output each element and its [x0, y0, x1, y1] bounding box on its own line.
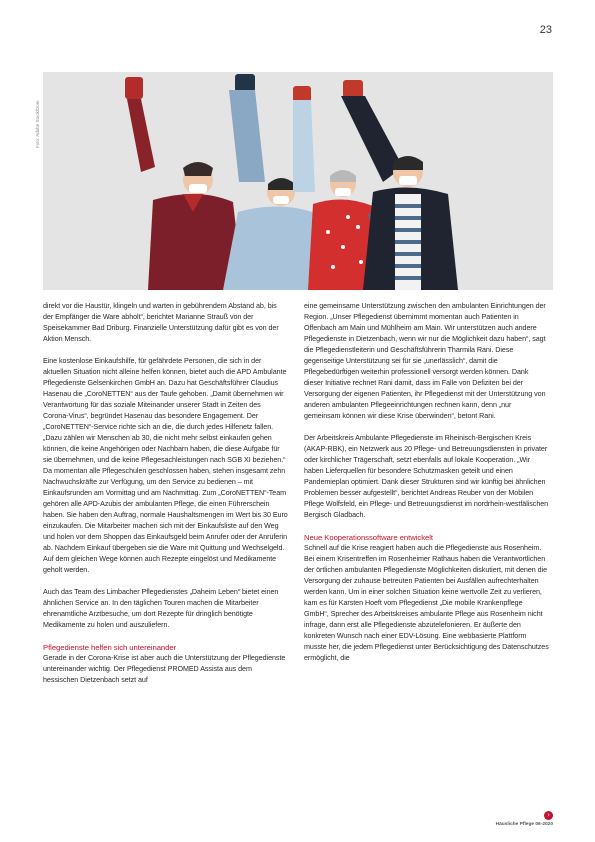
paragraph: Gerade in der Corona-Krise ist aber auch die Unterstützung der Pflegedienste untereinander wichtig. Der Pflegedienst PROMED Assista aus dem hessischen Dietzenbach setzt auf	[43, 654, 286, 685]
footer-publication: Häusliche Pflege 06-2020	[495, 822, 553, 827]
paragraph: direkt vor die Haustür, klingeln und warten in gebührendem Abstand ab, bis der Empfänger die Ware abholt“, berichtet Marianne Strauß von der Speisekammer Bad Driburg. Finanzielle Unterstützung dafür gibt es von der Aktion Mensch.	[43, 302, 279, 344]
left-column	[43, 301, 288, 697]
section-heading: Pflegedienste helfen sich untereinander	[43, 643, 177, 653]
photo-credit: Foto: Adobe Stock/Dom	[35, 100, 40, 148]
section-heading: Neue Kooperationssoftware entwickelt	[304, 533, 433, 543]
person-lightblue-figure	[293, 86, 315, 192]
paragraph: Eine kostenlose Einkaufshilfe, für gefährdete Personen, die sich in der aktuellen Situation nicht alleine helfen können, bietet auch die APD Ambulante Pflegedienste Gelsenkirchen GmbH an. Dazu hat Geschäftsführer Claudius Hasenau die „CoroNETTEN“ aus der Taufe gehoben. „Damit übernehmen wir Verantwortung für das soziale Miteinander unserer Stadt in Zeiten des Corona-Virus“, begründet Hasenau das besondere Engagement. Der „CoroNETTEN“-Service richte sich an die, die durch jedes Hilfenetz fallen. „Dazu zählen wir Menschen ab 30, die nicht mehr selbst einkaufen gehen können, die keine Angehörigen oder Nachbarn haben, die diese Aufgabe für sie übernehmen, und die keine Pflegesachleistungen nach SGB XI beziehen.“ Da momentan alle Pflegeschulen geschlossen haben, stehen insgesamt zehn Nachwuchskräfte zur Verfügung, um den Service zu bedienen – mit Einkaufsrunden am Vormittag und am Nachmittag. Zum „CoroNETTEN“-Team gehören alle APD-Azubis der ambulanten Pflege, die einen Führerschein haben. Sie haben den Auftrag, normale Haushaltsmengen im Wert bis 30 Euro einzukaufen. Die Mitarbeiter machen sich mit der Einkaufsliste auf den Weg und holen vor dem Shoppen das Einkaufsgeld beim Anrufer oder der Anruferin ab. Nachdem Einkauf übergeben sie die Ware mit Quittung und Wechselgeld. Auf dem gleichen Wege können auch Rezepte eingelöst und Medikamente geholt werden.	[43, 357, 288, 575]
header-illustration	[43, 72, 553, 290]
paragraph: eine gemeinsame Unterstützung zwischen den ambulanten Einrichtungen der Region. „Unser Pflegedienst übernimmt momentan auch Patienten in Offenbach am Main und Mühlheim am Main. Wir unterstützen auch andere Pflegedienste in Dietzenbach, wenn wir nur die Möglichkeit dazu haben“, sagt die Pflegedienstleiterin und Geschäftsführerin Tharmila Rani. Diese gegenseitige Unterstützung sei für sie „unerlässlich“, damit die Pflegebedürftigen weiterhin professionell versorgt werden können. Dank dieser Initiative rechnet Rani damit, dass im Falle von Defiziten bei der Versorgung der eigenen Patienten, ihr Pflegedienst mit der Unterstützung von anderen ambulanten Pflegeeinrichtungen rechnen kann, denn „nur gemeinsam können wir diese Krise überwinden“, betont Rani.	[304, 302, 546, 421]
paragraph: Schnell auf die Krise reagiert haben auch die Pflegedienste aus Rosenheim. Bei einem Krisentreffen im Rosenheimer Rathaus haben die Verantwortlichen der örtlichen ambulanten Pflegedienste Möglichkeiten diskutiert, mit denen die Versorgung der zuhause betreuten Patienten bei Ausfällen aufrechterhalten werden kann. Um in einer solchen Situation keine wertvolle Zeit zu verlieren, kam es für Karsten Hoeft vom Pflegedienst „Die mobile Krankenpflege GmbH“, Sprecher des Arbeitskreises ambulante Pflege aus Rosenheim nicht infrage, dann erst alle Pflegedienste abzutelefonieren. Er äußerte den konkreten Wunsch nach einer EDV-Lösung. Eine webbasierte Plattform musste her, die jedem Pflegedienst unter Berücksichtigung des Datenschutzes ermöglicht, die	[304, 544, 549, 663]
person-red-sweater-figure	[125, 77, 243, 290]
next-page-arrow-icon[interactable]: ›	[544, 811, 553, 820]
right-column	[304, 301, 549, 675]
paragraph: Auch das Team des Limbacher Pflegedienstes „Daheim Leben“ bietet einen ähnlichen Service an. In den täglichen Touren machen die Mitarbeiter ehrenamtliche Arztbesuche, um dort Rezepte für dringlich benötigte Medikamente zu holen und auszuliefern.	[43, 588, 279, 630]
page-number: 23	[539, 24, 552, 36]
paragraph: Der Arbeitskreis Ambulante Pflegedienste im Rheinisch-Bergischen Kreis (AKAP-RBK), ein Netzwerk aus 20 Pflege- und Betreuungsdiensten in privater oder kirchlicher Trägerschaft, setzt ebenfalls auf lokale Kooperation. „Wir haben Lieferquellen für besondere Schutzmasken geteilt und einen Pandemieplan optimiert. Dank dieser Strukturen sind wir künftig bei ähnlichen Problemen besser aufgestellt“, berichtet Andreas Reuber von der Mobilen Pflege Wolfsfeld, ein Pflege- und Betreuungsdienst im nordrhein-westfälischen Bergisch Gladbach.	[304, 434, 549, 520]
